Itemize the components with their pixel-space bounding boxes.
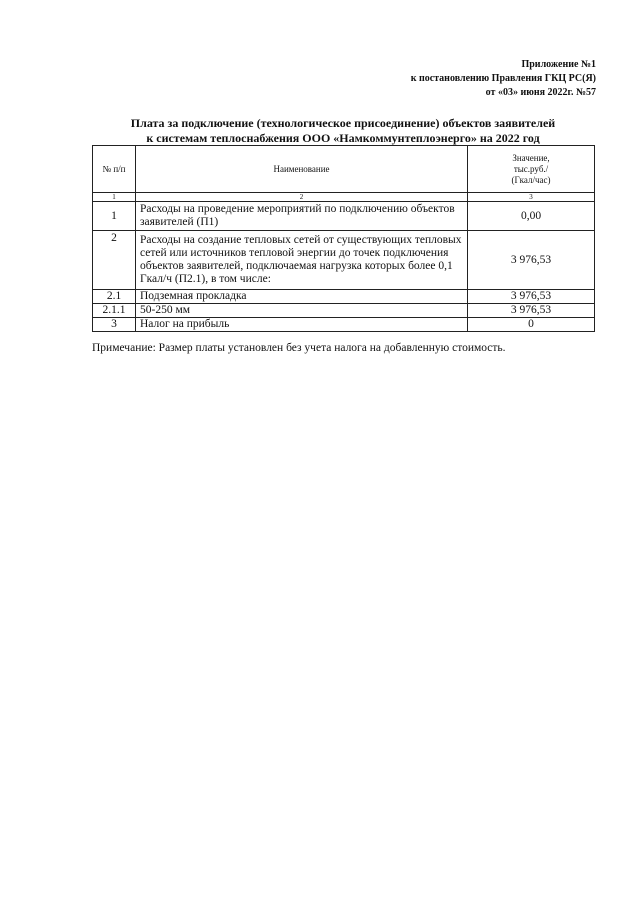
table-row (93, 202, 595, 231)
row-value: 0,00 (468, 202, 595, 231)
appendix-header (411, 58, 596, 100)
row-value: 3 976,53 (468, 304, 595, 318)
appendix-date: от «03» июня 2022г. №57 (485, 87, 596, 98)
table-row (93, 290, 595, 304)
footnote: Примечание: Размер платы установлен без учета налога на добавленную стоимость. (92, 342, 506, 354)
column-number: 1 (93, 193, 136, 202)
document-title (90, 116, 596, 146)
table-header-row (93, 146, 595, 193)
row-value: 3 976,53 (468, 290, 595, 304)
column-number-row (93, 193, 595, 202)
header-value (468, 146, 595, 193)
row-num: 2 (93, 231, 136, 290)
row-name: Расходы на проведение мероприятий по подключению объектов заявителей (П1) (136, 202, 468, 231)
row-num: 2.1 (93, 290, 136, 304)
title-line-1: Плата за подключение (технологическое присоединение) объектов заявителей (130, 116, 556, 130)
row-name: Расходы на создание тепловых сетей от существующих тепловых сетей или источников тепловой энергии до точек подключения объектов заявителей, подключаемая нагрузка которых более 0,1 Гкал/ч (П2.1), в том числе: (136, 231, 468, 290)
row-value: 0 (468, 318, 595, 332)
column-number: 3 (468, 193, 595, 202)
title-line-2: к системам теплоснабжения ООО «Намкоммунтеплоэнерго» на 2022 год (146, 131, 540, 145)
header-value-line2: тыс.руб./ (513, 163, 549, 174)
header-num: № п/п (93, 146, 136, 193)
appendix-number: Приложение №1 (521, 59, 596, 70)
row-name: Подземная прокладка (136, 290, 468, 304)
table-row (93, 318, 595, 332)
header-value-line3: (Гкал/час) (511, 174, 551, 185)
row-num: 1 (93, 202, 136, 231)
header-value-line1: Значение, (512, 152, 550, 163)
row-value: 3 976,53 (468, 231, 595, 290)
row-name: Налог на прибыль (136, 318, 468, 332)
fee-table (92, 145, 595, 332)
column-number: 2 (136, 193, 468, 202)
table-row (93, 231, 595, 290)
header-name: Наименование (136, 146, 468, 193)
table-row (93, 304, 595, 318)
row-name: 50-250 мм (136, 304, 468, 318)
row-num: 3 (93, 318, 136, 332)
row-num: 2.1.1 (93, 304, 136, 318)
appendix-resolution: к постановлению Правления ГКЦ РС(Я) (410, 73, 596, 84)
